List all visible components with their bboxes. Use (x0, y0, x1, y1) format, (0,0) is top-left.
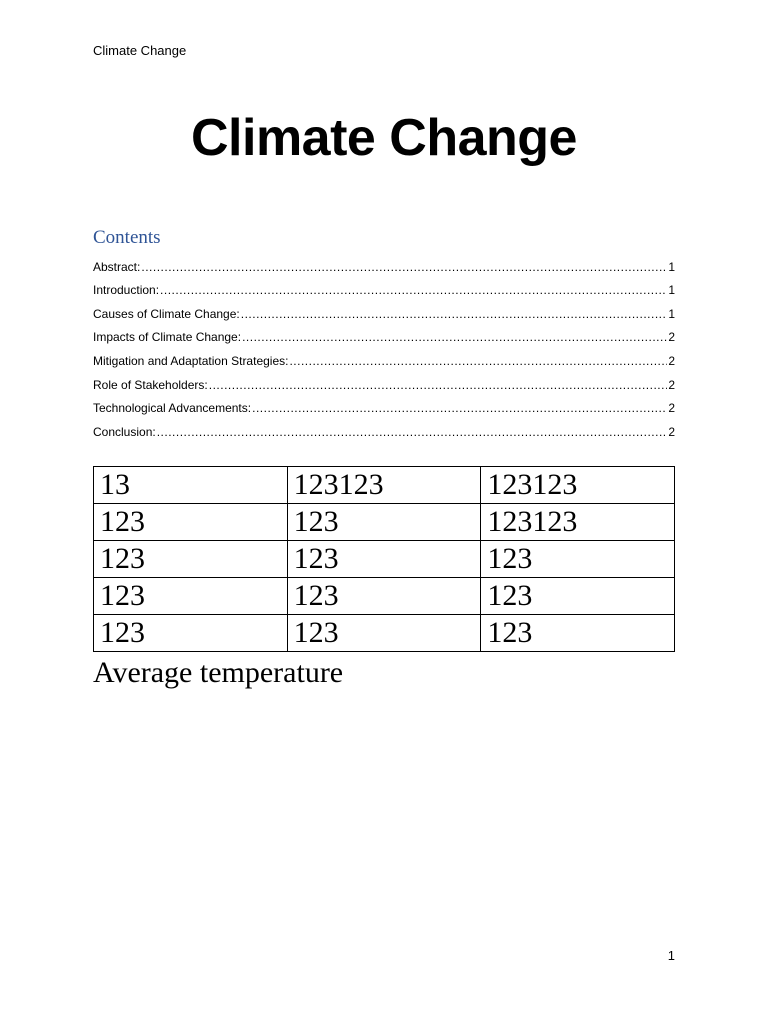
table-cell: 123 (481, 615, 675, 652)
toc-entry-page: 2 (668, 401, 675, 416)
toc-entry-page: 1 (668, 283, 675, 298)
table-of-contents (93, 250, 675, 439)
toc-entry-label: Role of Stakeholders: (93, 377, 208, 392)
table-caption: Average temperature (93, 656, 344, 689)
table-row (94, 541, 675, 578)
toc-entry-page: 2 (668, 353, 675, 368)
page-number: 1 (667, 948, 675, 963)
table-cell: 13 (94, 467, 288, 504)
table-cell: 123 (94, 541, 288, 578)
toc-entry-impacts[interactable] (93, 321, 675, 345)
toc-dot-leader (157, 425, 668, 439)
table-cell: 123 (287, 504, 481, 541)
table-cell: 123 (481, 541, 675, 578)
table-cell: 123123 (481, 504, 675, 541)
toc-entry-causes[interactable] (93, 297, 675, 321)
table-cell: 123 (481, 578, 675, 615)
table-cell: 123 (94, 578, 288, 615)
toc-entry-label: Impacts of Climate Change: (93, 330, 242, 345)
toc-entry-abstract[interactable] (93, 250, 675, 274)
toc-dot-leader (160, 283, 667, 297)
toc-entry-label: Causes of Climate Change: (93, 306, 240, 321)
table-row (94, 504, 675, 541)
toc-entry-conclusion[interactable] (93, 415, 675, 439)
table-cell: 123 (94, 504, 288, 541)
toc-entry-stakeholders[interactable] (93, 368, 675, 392)
toc-dot-leader (209, 378, 668, 392)
toc-entry-label: Technological Advancements: (93, 401, 252, 416)
toc-entry-label: Conclusion: (93, 424, 156, 439)
table-cell: 123 (94, 615, 288, 652)
toc-dot-leader (252, 401, 667, 415)
toc-entry-mitigation[interactable] (93, 344, 675, 368)
toc-entry-label: Abstract: (93, 259, 141, 274)
table-row (94, 615, 675, 652)
toc-dot-leader (289, 354, 667, 368)
toc-entry-page: 2 (668, 424, 675, 439)
document-title: Climate Change (191, 109, 577, 167)
toc-entry-page: 2 (668, 330, 675, 345)
table-row (94, 578, 675, 615)
table-cell: 123123 (481, 467, 675, 504)
toc-entry-label: Introduction: (93, 283, 160, 298)
table-row (94, 467, 675, 504)
table-cell: 123123 (287, 467, 481, 504)
toc-dot-leader (141, 260, 667, 274)
page-header: Climate Change (93, 43, 187, 58)
data-table (93, 466, 675, 652)
table-cell: 123 (287, 578, 481, 615)
toc-dot-leader (242, 330, 667, 344)
toc-entry-introduction[interactable] (93, 274, 675, 298)
toc-dot-leader (241, 307, 668, 321)
table-cell: 123 (287, 615, 481, 652)
toc-entry-technology[interactable] (93, 392, 675, 416)
table-cell: 123 (287, 541, 481, 578)
toc-entry-page: 2 (668, 377, 675, 392)
toc-entry-page: 1 (668, 259, 675, 274)
toc-heading: Contents (93, 227, 161, 248)
toc-entry-label: Mitigation and Adaptation Strategies: (93, 353, 289, 368)
toc-entry-page: 1 (668, 306, 675, 321)
